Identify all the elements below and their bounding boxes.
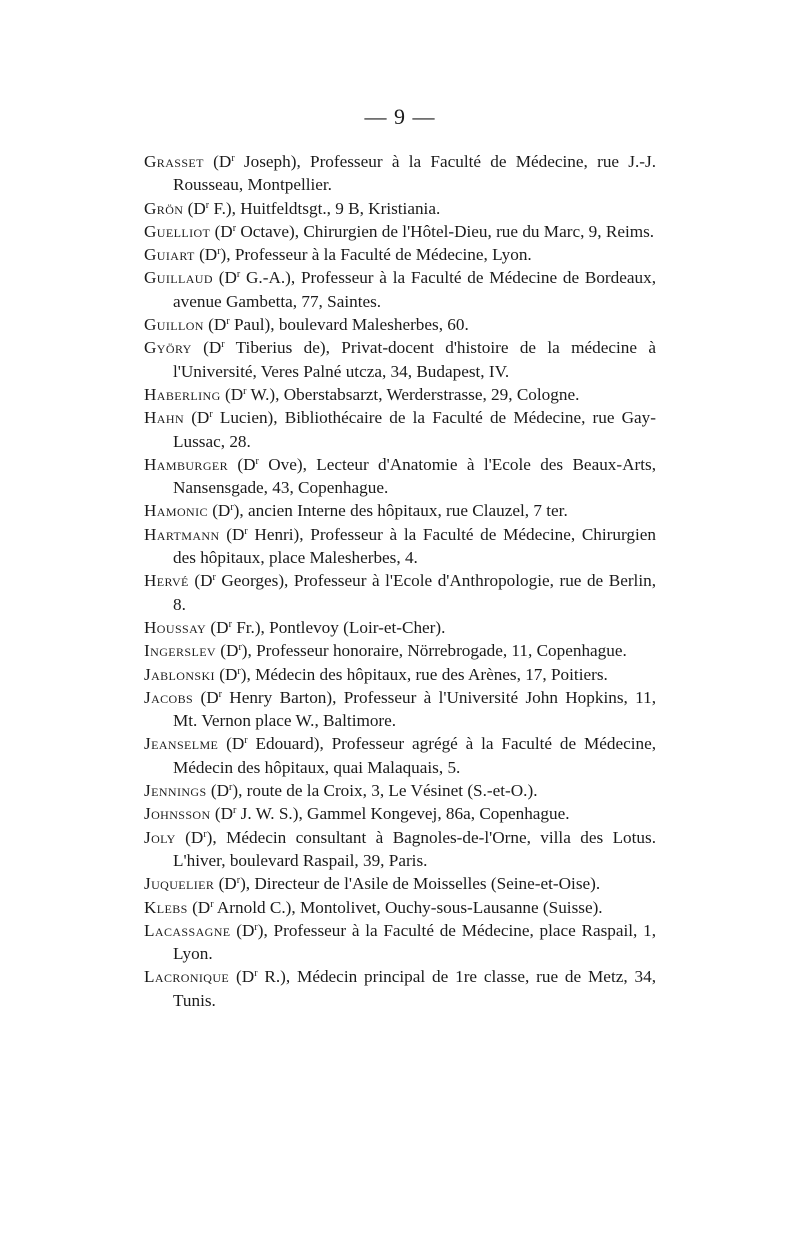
entry-title-superscript: r	[244, 735, 248, 747]
entry-title-superscript: r	[209, 409, 213, 421]
entry	[144, 826, 656, 873]
entry-details: W.), Oberstabsarzt, Werderstrasse, 29, Cologne.	[246, 384, 580, 404]
entry-details: Lucien), Bibliothécaire de la Faculté de Médecine, rue Gay-Lussac, 28.	[173, 408, 657, 451]
entry-name: Jeanselme	[144, 734, 219, 754]
entry-title-prefix: (D	[194, 571, 213, 591]
entry-title-prefix: (D	[200, 687, 219, 707]
entry-details: Georges), Professeur à l'Ecole d'Anthropologie, rue de Berlin, 8.	[173, 571, 656, 614]
entry-title-superscript: r	[229, 782, 233, 794]
entry-details: Ove), Lecteur d'Anatomie à l'Ecole des Beaux-Arts, Nansensgade, 43, Copenhague.	[173, 454, 657, 498]
entry-title-prefix: (D	[226, 524, 245, 544]
entry	[144, 569, 656, 616]
entry	[144, 779, 656, 802]
entry	[144, 965, 656, 1012]
entry-name: Houssay	[144, 617, 207, 637]
entry	[144, 616, 656, 639]
entry-title-prefix: (D	[218, 268, 237, 288]
entry-title-superscript: r	[231, 153, 235, 164]
entry-details: ), Professeur à la Faculté de Médecine, Lyon.	[220, 245, 532, 265]
entry-title-prefix: (D	[191, 408, 210, 428]
entry-title-superscript: r	[254, 921, 258, 933]
entry-name: Joly	[144, 827, 176, 847]
entry-name: Hamonic	[144, 501, 208, 521]
entry	[144, 220, 656, 243]
entry	[144, 197, 656, 220]
entry-title-prefix: (D	[236, 967, 255, 987]
entry	[144, 406, 656, 453]
entry-details: F.), Huitfeldtsgt., 9 B, Kristiania.	[209, 198, 441, 218]
entry-name: Juquelier	[144, 874, 215, 894]
entry	[144, 499, 656, 522]
entry-title-superscript: r	[236, 875, 241, 887]
entry-title-superscript: r	[238, 642, 242, 654]
entry-title-superscript: r	[230, 502, 234, 514]
entry	[144, 313, 656, 336]
entry-name: Hartmann	[144, 524, 220, 544]
entry	[144, 732, 656, 779]
entry-name: Györy	[144, 338, 192, 358]
entry-name: Hamburger	[144, 454, 229, 474]
entry	[144, 523, 656, 570]
entry-title-prefix: (D	[199, 245, 218, 265]
entry	[144, 150, 656, 197]
entry-details: Henry Barton), Professeur à l'Université John Hopkins, 11, Mt. Vernon place W., Baltimore.	[173, 687, 657, 731]
entry-title-prefix: (D	[203, 338, 222, 358]
entry-details: ), Directeur de l'Asile de Moisselles (Seine-et-Oise).	[240, 874, 601, 894]
entry-details: R.), Médecin principal de 1re classe, rue de Metz, 34, Tunis.	[173, 967, 656, 1010]
entry-name: Hahn	[144, 408, 185, 428]
entry-details: ), Professeur honoraire, Nörrebrogade, 11, Copenhague.	[241, 641, 627, 661]
entry-details: ), route de la Croix, 3, Le Vésinet (S.-et-O.).	[232, 781, 538, 801]
entry-name: Ingerslev	[144, 641, 216, 661]
entry-details: ), Médecin consultant à Bagnoles-de-l'Orne, villa des Lotus. L'hiver, boulevard Raspail, 39, Paris.	[173, 827, 657, 870]
entry-details: G.-A.), Professeur à la Faculté de Médecine de Bordeaux, avenue Gambetta, 77, Saintes.	[173, 268, 656, 311]
entry	[144, 383, 656, 406]
entry-name: Guillaud	[144, 268, 213, 288]
entry-name: Lacassagne	[144, 920, 231, 940]
entry-title-prefix: (D	[236, 920, 255, 940]
entry-title-prefix: (D	[218, 874, 237, 894]
entry-name: Guillon	[144, 315, 204, 335]
entry-details: ), Professeur à la Faculté de Médecine, place Raspail, 1, Lyon.	[173, 920, 656, 964]
entry-title-superscript: r	[212, 572, 216, 584]
entry-details: Edouard), Professeur agrégé à la Faculté de Médecine, Médecin des hôpitaux, quai Malaquais, 5.	[173, 734, 656, 777]
entry-name: Jennings	[144, 781, 207, 801]
entry-title-superscript: r	[255, 455, 259, 467]
entry-title-prefix: (D	[224, 384, 244, 404]
entry-title-superscript: r	[210, 898, 214, 910]
entry-details: J. W. S.), Gammel Kongevej, 86a, Copenhague.	[236, 804, 570, 824]
entry-details: ), Médecin des hôpitaux, rue des Arènes, 17, Poitiers.	[240, 664, 608, 684]
entry-title-superscript: r	[203, 828, 207, 840]
entry-title-superscript: r	[218, 688, 222, 700]
entry-title-superscript: r	[254, 968, 258, 980]
entry-details: Henri), Professeur à la Faculté de Médecine, Chirurgien des hôpitaux, place Malesherbes, 4.	[173, 524, 656, 568]
entry-title-superscript: r	[226, 316, 230, 328]
entry-title-prefix: (D	[185, 827, 204, 847]
entry	[144, 453, 656, 500]
entry-title-prefix: (D	[220, 641, 239, 661]
entry-title-prefix: (D	[219, 664, 238, 684]
entry	[144, 243, 656, 266]
entry-title-superscript: r	[233, 805, 237, 817]
entry	[144, 336, 656, 383]
entry-details: Octave), Chirurgien de l'Hôtel-Dieu, rue du Marc, 9, Reims.	[236, 221, 655, 241]
entry-name: Guelliot	[144, 221, 211, 241]
entry-details: Fr.), Pontlevoy (Loir-et-Cher).	[231, 617, 446, 637]
entry-name: Grasset	[144, 152, 204, 171]
entry-name: Lacronique	[144, 967, 230, 987]
entry-title-prefix: (D	[208, 315, 227, 335]
page-number: — 9 —	[364, 104, 436, 129]
entry-name: Jacobs	[144, 687, 194, 707]
entry-details: Arnold C.), Montolivet, Ouchy-sous-Lausanne (Suisse).	[213, 897, 603, 917]
entry-name: Johnsson	[144, 804, 211, 824]
entry-title-prefix: (D	[187, 198, 206, 218]
entry	[144, 802, 656, 825]
entry-name: Klebs	[144, 897, 188, 917]
entry-details: Tiberius de), Privat-docent d'histoire de la médecine à l'Université, Veres Palné utcza, 34, Budapest, IV.	[173, 338, 657, 381]
entry-name: Grön	[144, 198, 184, 218]
entry-title-superscript: r	[205, 199, 210, 211]
entry-title-prefix: (D	[213, 152, 232, 171]
entry-title-prefix: (D	[214, 221, 233, 241]
entry-details: ), ancien Interne des hôpitaux, rue Clauzel, 7 ter.	[233, 501, 568, 521]
entry	[144, 896, 656, 919]
entry-name: Jablonski	[144, 664, 215, 684]
entry-title-prefix: (D	[237, 454, 256, 474]
entry	[144, 686, 656, 733]
entry-title-superscript: r	[237, 665, 241, 677]
entry	[144, 872, 656, 895]
entry-title-superscript: r	[232, 222, 237, 234]
entry-title-superscript: r	[243, 385, 247, 397]
entry-title-superscript: r	[244, 525, 248, 537]
entry-title-superscript: r	[221, 339, 225, 351]
entry-title-prefix: (D	[214, 804, 234, 824]
entry-title-prefix: (D	[210, 781, 229, 801]
entry-name: Hervé	[144, 571, 189, 591]
entry-title-prefix: (D	[226, 734, 245, 754]
entry	[144, 639, 656, 662]
entry-name: Haberling	[144, 384, 221, 404]
entry	[144, 663, 656, 686]
entry-name: Guiart	[144, 245, 195, 265]
entry-title-prefix: (D	[210, 617, 229, 637]
entry	[144, 266, 656, 313]
entry-title-prefix: (D	[212, 501, 231, 521]
entry-title-prefix: (D	[192, 897, 211, 917]
entry	[144, 919, 656, 966]
entry-details: Joseph), Professeur à la Faculté de Médecine, rue J.-J. Rousseau, Montpellier.	[173, 152, 657, 195]
entry-title-superscript: r	[236, 269, 241, 281]
entry-details: Paul), boulevard Malesherbes, 60.	[229, 315, 469, 335]
entry-title-superscript: r	[228, 618, 232, 630]
entry-title-superscript: r	[217, 246, 221, 258]
entry-list	[144, 150, 656, 1012]
